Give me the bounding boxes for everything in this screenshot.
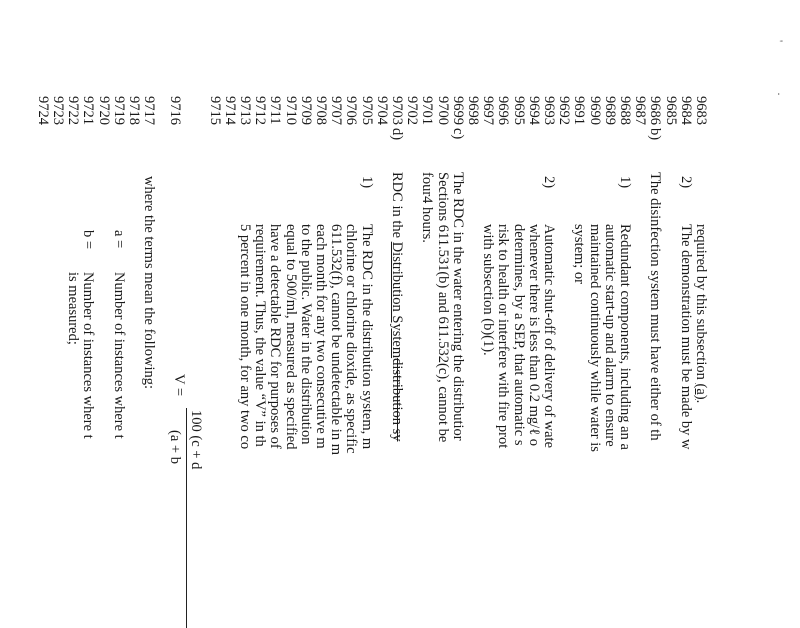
line-number: 9692 — [556, 96, 573, 125]
text-line — [693, 224, 708, 403]
line-number: 9707 — [328, 96, 345, 125]
line-number: 9710 — [282, 96, 299, 125]
line-number: 9705 — [358, 96, 375, 125]
line-number: 9704 — [373, 96, 390, 125]
line-number: 9711 — [267, 96, 284, 125]
text-line: automatic start-up and alarm to ensure — [601, 224, 618, 447]
text-line: where the terms mean the following: — [141, 176, 158, 390]
line-number: 9702 — [404, 96, 421, 125]
line-number: 9708 — [313, 96, 329, 125]
text-line: Sections 611.531(b) and 611.532(c), cannot be — [434, 172, 451, 443]
formula-numerator: 100 (c + d — [188, 410, 205, 470]
line-number: 9717 — [141, 96, 158, 125]
text-line: Redundant components, including an a — [617, 224, 633, 450]
text-line: maintained continuously while water is — [586, 224, 603, 452]
line-number: 9701 — [419, 96, 436, 125]
line-number: 9697 — [480, 96, 497, 125]
text-line: The RDC in the water entering the distributior — [449, 172, 466, 441]
list-label: 1) — [617, 176, 633, 189]
list-label: 2) — [541, 176, 557, 189]
def-label: a = — [110, 230, 127, 249]
line-number: 9687 — [632, 96, 649, 125]
text-line — [389, 172, 404, 442]
text-line: 611.532(f), cannot be undetectable in m — [328, 224, 345, 455]
line-number: 9724 — [34, 96, 51, 125]
line-number: 9706 — [343, 96, 360, 125]
line-number: 9691 — [571, 96, 588, 125]
def-label: b = — [80, 230, 97, 250]
text-span: required by this subsection — [693, 224, 709, 384]
line-number: 9690 — [586, 96, 603, 125]
line-number: 9685 — [662, 96, 679, 125]
text-line: Number of instances where t — [80, 272, 97, 439]
line-number: 9714 — [221, 96, 238, 125]
text-line: 5 percent in one month, for any two co — [237, 224, 253, 450]
text-line: four4 hours. — [419, 172, 436, 243]
line-number: 9686 — [647, 96, 664, 125]
text-line: Number of instances where t — [110, 272, 127, 439]
line-number: 9689 — [601, 96, 618, 125]
formula-denominator: (a + b — [166, 430, 183, 464]
line-number: 9683 — [693, 96, 709, 125]
line-number: 9684 — [677, 96, 694, 125]
line-number: 9703 — [389, 96, 405, 125]
line-number: 9713 — [237, 96, 253, 125]
scan-mark: · — [772, 92, 786, 96]
line-number: 9694 — [525, 96, 542, 125]
line-number: 9723 — [50, 96, 67, 125]
fraction-bar — [186, 408, 187, 628]
text-line: whenever there is less than 0.2 mg/ℓ o — [525, 224, 542, 446]
line-number: 9720 — [95, 96, 112, 125]
line-number: 9715 — [206, 96, 223, 125]
text-line: Automatic shut-off of delivery of wate — [541, 224, 557, 449]
text-span: . — [693, 399, 709, 404]
list-label: b) — [647, 128, 664, 141]
line-number: 9699 — [449, 96, 466, 125]
line-number: 9716 — [167, 96, 184, 125]
text-span: RDC in the — [389, 172, 405, 242]
text-line: The demonstration must be made by w — [677, 224, 694, 450]
text-line: chlorine or chlorine dioxide, as specific — [343, 224, 360, 454]
text-line: determines, by a SEP, that automatic s — [510, 224, 527, 446]
line-number: 9693 — [541, 96, 557, 125]
line-number: 9709 — [297, 96, 314, 125]
text-line: The disinfection system must have either of th — [647, 172, 664, 441]
list-label: 1) — [358, 176, 375, 189]
line-number: 9712 — [252, 96, 269, 125]
inserted-text: (a) — [693, 383, 709, 400]
text-line: The RDC in the distribution system, m — [358, 224, 375, 450]
text-line: system; or — [571, 224, 588, 285]
scan-mark: ' — [772, 40, 786, 43]
list-label: c) — [449, 128, 466, 140]
text-line: with subsection (b)(1). — [480, 224, 497, 356]
formula-lhs: V = — [171, 374, 188, 397]
line-number: 9696 — [495, 96, 512, 125]
deleted-text: distribution sy — [389, 358, 405, 442]
line-number: 9695 — [510, 96, 527, 125]
inserted-text: Distribution System — [389, 241, 405, 359]
text-line: have a detectable RDC for purposes of — [267, 224, 284, 449]
text-line: requirement. Thus, the value “V” in th — [252, 224, 269, 447]
line-number: 9698 — [465, 96, 481, 125]
line-number: 9700 — [434, 96, 451, 125]
line-number: 9688 — [617, 96, 633, 125]
line-number: 9721 — [80, 96, 97, 125]
text-line: risk to health or interfere with fire prot — [495, 224, 512, 449]
list-label: d) — [389, 128, 405, 141]
text-line: each month for any two consecutive m — [313, 224, 329, 449]
line-number: 9722 — [65, 96, 82, 125]
line-number: 9719 — [110, 96, 127, 125]
line-number: 9718 — [126, 96, 143, 125]
text-line: is measured; — [65, 272, 82, 345]
text-line: to the public. Water in the distribution — [297, 224, 314, 445]
list-label: 2) — [677, 176, 694, 189]
text-line: equal to 500/ml, measured as specified — [282, 224, 299, 450]
